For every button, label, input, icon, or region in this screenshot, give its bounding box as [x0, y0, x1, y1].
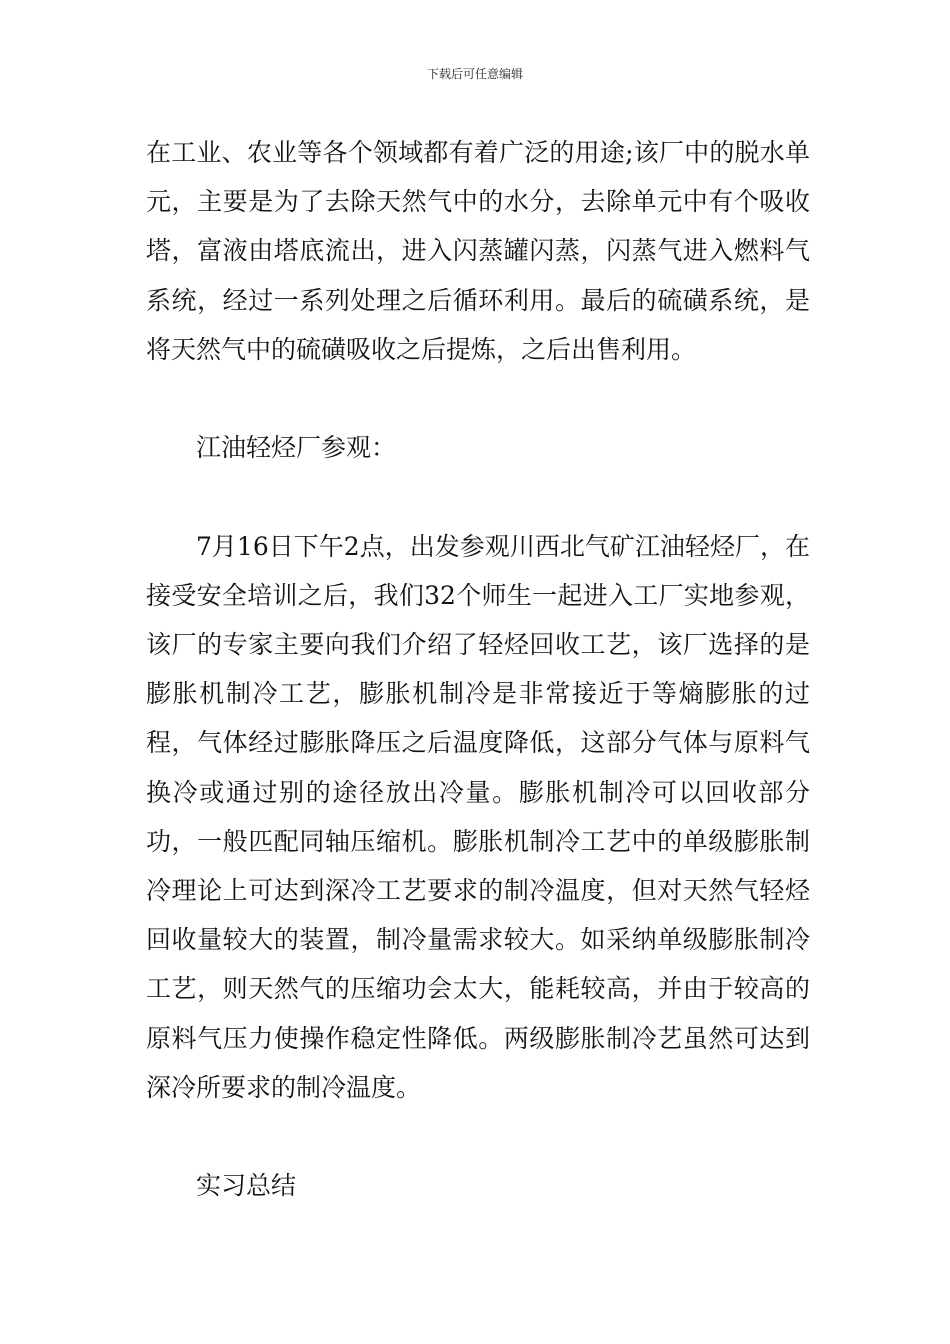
- paragraph-plant-visit: 7月16日下午2点，出发参观川西北气矿江油轻烃厂，在接受安全培训之后，我们32个师生一起进入工厂实地参观，该厂的专家主要向我们介绍了轻烃回收工艺，该厂选择的是膨胀机制冷工艺，膨胀机制冷是非常接近于等熵膨胀的过程，气体经过膨胀降压之后温度降低，这部分气体与原料气换冷或通过别的途径放出冷量。膨胀机制冷可以回收部分功，一般匹配同轴压缩机。膨胀机制冷工艺中的单级膨胀制冷理论上可达到深冷工艺要求的制冷温度，但对天然气轻烃回收量较大的装置，制冷量需求较大。如采纳单级膨胀制冷工艺，则天然气的压缩功会太大，能耗较高，并由于较高的原料气压力使操作稳定性降低。两级膨胀制冷艺虽然可达到深冷所要求的制冷温度。: [146, 531, 810, 1102]
- page-header: 下载后可任意编辑: [426, 67, 523, 81]
- paragraph-spacer: [146, 472, 810, 521]
- paragraph-spacer: [146, 1112, 810, 1161]
- document-body: [146, 128, 810, 1210]
- section-heading-summary: 实习总结: [196, 1171, 297, 1201]
- paragraph-spacer: [146, 374, 810, 423]
- paragraph-dehydration-unit: 在工业、农业等各个领域都有着广泛的用途;该厂中的脱水单元，主要是为了去除天然气中的水分，去除单元中有个吸收塔，富液由塔底流出，进入闪蒸罐闪蒸，闪蒸气进入燃料气系统，经过一系列处理之后循环利用。最后的硫磺系统，是将天然气中的硫磺吸收之后提炼，之后出售利用。: [146, 138, 810, 364]
- section-heading-jiangyou-visit: 江油轻烃厂参观：: [196, 433, 397, 463]
